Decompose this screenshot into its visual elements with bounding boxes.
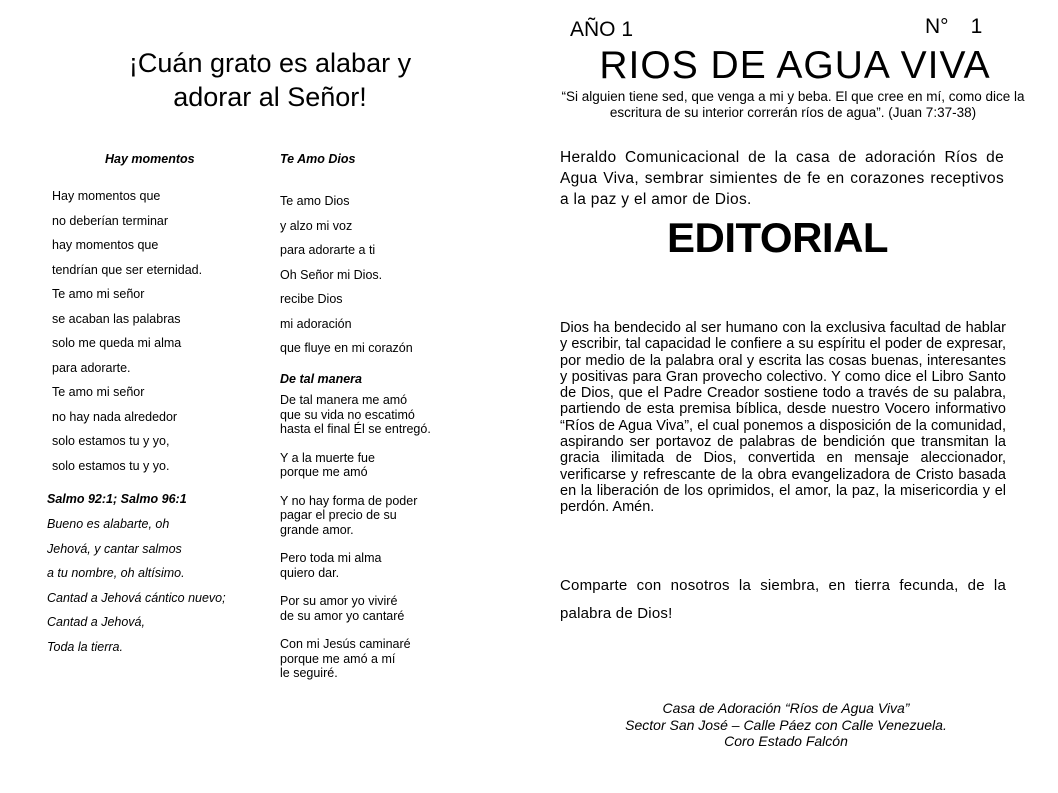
lyric-line: solo me queda mi alma (52, 336, 182, 350)
lyric-line: mi adoración (280, 316, 352, 331)
share-message: Comparte con nosotros la siembra, en tierra fecunda, de la palabra de Dios! (560, 577, 1006, 622)
footer-line-2: Sector San José – Calle Páez con Calle Venezuela. (625, 716, 947, 733)
lyric-line: para adorarte a ti (280, 243, 376, 257)
issue-year: AÑO 1 (570, 18, 634, 41)
lyric-line: le seguiré. (280, 666, 338, 680)
song-hay-momentos-lyrics (52, 184, 202, 478)
newsletter-description: Heraldo Comunicacional de la casa de adoración Ríos de Agua Viva, sembrar simientes de fe en corazones receptivos a la paz y el amor de Dios. (560, 149, 1004, 208)
lyric-line: que fluye en mi corazón (280, 341, 413, 355)
footer-line-1: Casa de Adoración “Ríos de Agua Viva” (662, 700, 910, 716)
lyric-line: solo estamos tu y yo, (52, 434, 170, 448)
lyric-line: hasta el final Él se entregó. (280, 422, 431, 436)
lyric-line: De tal manera me amó (280, 393, 408, 407)
lyric-line: se acaban las palabras (52, 311, 181, 326)
lyric-line: porque me amó a mí (280, 651, 396, 666)
lyric-line: Te amo Dios (280, 194, 350, 208)
lyric-line: Hay momentos que (52, 189, 161, 203)
page-title-line-1: ¡Cuán grato es alabar y (128, 48, 412, 78)
lyric-line: para adorarte. (52, 360, 131, 375)
lyric-line: pagar el precio de su (280, 508, 397, 522)
lyric-line: Te amo mi señor (52, 385, 145, 399)
lyric-line: y alzo mi voz (280, 218, 353, 233)
lyric-line: Te amo mi señor (52, 287, 145, 301)
lyric-line: quiero dar. (280, 565, 340, 580)
scripture-quote: “Si alguien tiene sed, que venga a mi y beba. El que cree en mí, como dice la escritura de su interior correrán ríos de agua”. (Juan 7:37-38) (561, 89, 1025, 120)
page-title (60, 46, 480, 114)
psalm-heading: Salmo 92:1; Salmo 96:1 (47, 492, 187, 506)
issue-number (925, 15, 982, 39)
footer-line-3: Coro Estado Falcón (724, 733, 848, 749)
psalm-text (47, 512, 226, 659)
lyric-line: que su vida no escatimó (280, 407, 415, 422)
newsletter-title: RIOS DE AGUA VIVA (599, 44, 991, 87)
lyric-line: solo estamos tu y yo. (52, 458, 170, 473)
lyric-line: Y a la muerte fue (280, 450, 375, 465)
psalm-line: Cantad a Jehová, (47, 615, 145, 629)
psalm-line: Jehová, y cantar salmos (47, 541, 182, 556)
lyric-line: Y no hay forma de poder (280, 493, 418, 508)
editorial-heading: EDITORIAL (667, 214, 889, 261)
psalm-line: a tu nombre, oh altísimo. (47, 566, 185, 580)
song-te-amo-dios-lyrics (280, 189, 413, 361)
psalm-line: Bueno es alabarte, oh (47, 517, 170, 531)
lyric-line: grande amor. (280, 522, 354, 537)
song-heading-te-amo-dios: Te Amo Dios (280, 152, 356, 166)
lyric-line: no deberían terminar (52, 213, 169, 228)
lyric-line: porque me amó (280, 465, 368, 479)
song-heading-de-tal-manera: De tal manera (280, 372, 362, 386)
psalm-line: Toda la tierra. (47, 639, 123, 654)
lyric-line: recibe Dios (280, 292, 343, 306)
lyric-line: Oh Señor mi Dios. (280, 267, 383, 282)
song-heading-hay-momentos: Hay momentos (105, 152, 195, 166)
page-title-line-2: adorar al Señor! (173, 82, 367, 112)
psalm-line: Cantad a Jehová cántico nuevo; (47, 590, 226, 605)
song-de-tal-manera-lyrics (280, 393, 431, 681)
issue-number-label: N° (925, 15, 949, 38)
editorial-body: Dios ha bendecido al ser humano con la exclusiva facultad de hablar y escribir, tal capacidad le confiere a su espíritu el poder de expresar, por medio de la palabra oral y escrita las cosas buenas, interesantes y positivas para Gran provecho colectivo. Y como dice el Libro Santo de Dios, que el Padre Creador sostiene todo a través de su palabra, partiendo de esta premisa bíblica, desde nuestro Vocero informativo “Ríos de Agua Viva”, el cual ponemos a disposición de la comunidad, aspirando ser portavoz de palabras de bendición que transmitan la gracia ilimitada de Dios, convertida en mensaje aleccionador, verificarse y refrescante de la obra evangelizadora de Cristo basada en la liberación de los oprimidos, el amor, la paz, la misericordia y el perdón. Amén. (560, 320, 1006, 516)
lyric-line: de su amor yo cantaré (280, 608, 405, 623)
lyric-line: Pero toda mi alma (280, 551, 382, 565)
lyric-line: Por su amor yo viviré (280, 594, 398, 608)
lyric-line: hay momentos que (52, 238, 159, 252)
lyric-line: tendrían que ser eternidad. (52, 262, 203, 277)
lyric-line: Con mi Jesús caminaré (280, 637, 411, 651)
issue-number-value: 1 (970, 15, 983, 38)
footer-address (560, 700, 1012, 750)
lyric-line: no hay nada alrededor (52, 409, 178, 424)
